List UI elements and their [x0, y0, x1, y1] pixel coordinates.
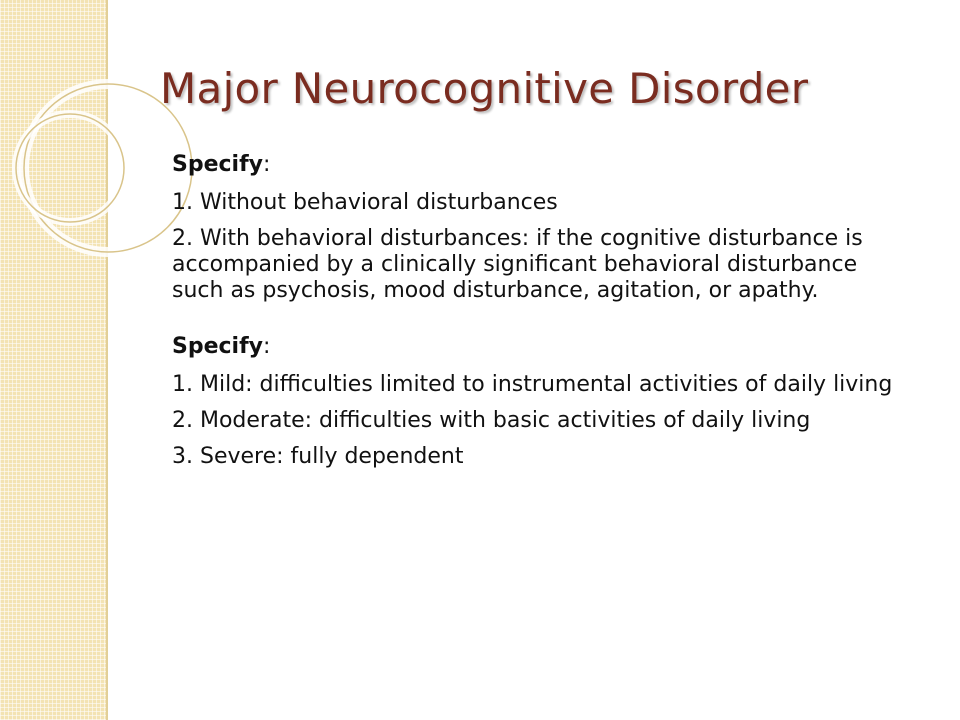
list-item: 2. Moderate: difficulties with basic activities of daily living: [172, 408, 811, 433]
list-item: 1. Without behavioral disturbances: [172, 190, 558, 215]
slide-title: Major Neurocognitive Disorder: [160, 64, 809, 113]
section-label-text: Specify: [172, 334, 264, 359]
specifier-section-behavioral: [172, 152, 912, 304]
decorative-circle-inner-line: [16, 114, 124, 222]
list-item: 2. With behavioral disturbances: if the cognitive disturbance is accompanied by a clinically significant behavioral disturbance such as psychosis, mood disturbance, agitation, or apathy.: [172, 226, 863, 303]
section-label-colon: :: [263, 152, 271, 177]
section-label: [172, 152, 912, 178]
section-label-text: Specify: [172, 152, 264, 177]
section-label-colon: :: [263, 334, 271, 359]
list-item: 1. Mild: difficulties limited to instrumental activities of daily living: [172, 372, 893, 397]
list-item: 3. Severe: fully dependent: [172, 444, 464, 469]
specifier-section-severity: [172, 334, 912, 470]
section-label: [172, 334, 912, 360]
slide-body: [172, 152, 912, 480]
decorative-circles-graphic: [0, 0, 200, 300]
